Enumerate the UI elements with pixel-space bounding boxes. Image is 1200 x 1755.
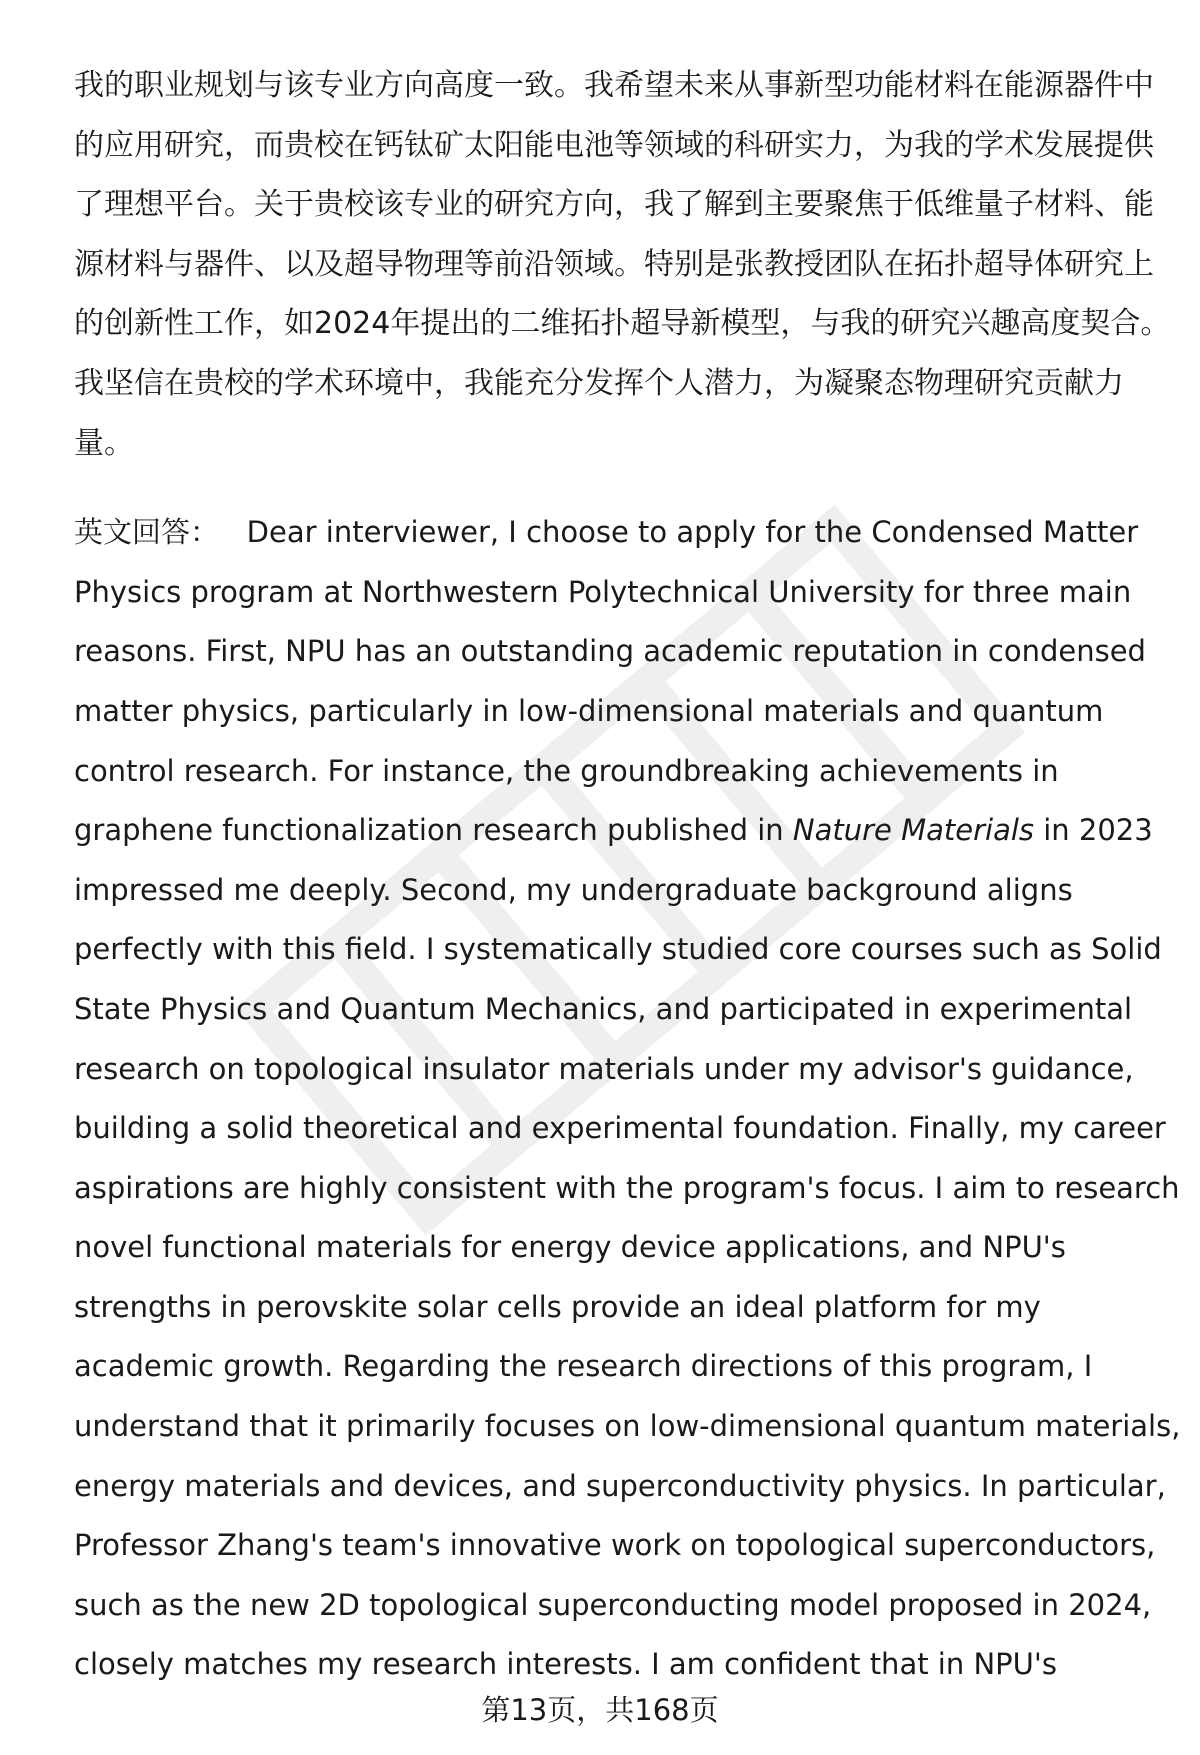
english-line: State Physics and Quantum Mechanics, and participated in experimental [74, 991, 1133, 1026]
chinese-line: 源材料与器件、以及超导物理等前沿领域。特别是张教授团队在拓扑超导体研究上 [74, 246, 1154, 282]
chinese-line: 的创新性工作，如2024年提出的二维拓扑超导新模型，与我的研究兴趣高度契合。 [74, 306, 1171, 342]
page-number: 第13页，共168页 [481, 1693, 719, 1727]
english-line: perfectly with this field. I systematically studied core courses such as Solid [74, 932, 1162, 967]
english-line: energy materials and devices, and superconductivity physics. In particular, [74, 1468, 1166, 1503]
paragraph-gap [74, 473, 1154, 503]
text-segment: graphene functionalization research published in [74, 813, 793, 848]
english-line: such as the new 2D topological superconducting model proposed in 2024, [74, 1587, 1152, 1622]
english-first-line [74, 503, 1154, 563]
english-line: Professor Zhang's team's innovative work on topological superconductors, [74, 1528, 1156, 1563]
english-line-with-italic [74, 801, 1154, 861]
document-body [74, 56, 1181, 1695]
english-line: understand that it primarily focuses on low-dimensional quantum materials, [74, 1409, 1181, 1444]
english-answer-label: 英文回答： [74, 515, 220, 550]
english-line: academic growth. Regarding the research directions of this program, I [74, 1349, 1093, 1384]
chinese-line: 的应用研究，而贵校在钙钛矿太阳能电池等领域的科研实力，为我的学术发展提供 [74, 127, 1154, 163]
english-line: research on topological insulator materials under my advisor's guidance, [74, 1051, 1134, 1086]
english-line: aspirations are highly consistent with the program's focus. I aim to research [74, 1170, 1180, 1205]
english-line: closely matches my research interests. I am confident that in NPU's [74, 1647, 1057, 1682]
english-line: impressed me deeply. Second, my undergraduate background aligns [74, 872, 1073, 907]
journal-name: Nature Materials [792, 813, 1035, 848]
english-line: strengths in perovskite solar cells provide an ideal platform for my [74, 1289, 1041, 1324]
chinese-paragraph [74, 56, 1171, 473]
english-line: Dear interviewer, I choose to apply for the Condensed Matter [246, 515, 1139, 550]
english-line: matter physics, particularly in low-dimensional materials and quantum [74, 693, 1104, 728]
english-line: Physics program at Northwestern Polytechnical University for three main [74, 574, 1132, 609]
english-line: control research. For instance, the groundbreaking achievements in [74, 753, 1059, 788]
english-line: novel functional materials for energy device applications, and NPU's [74, 1230, 1066, 1265]
text-segment: in 2023 [1034, 813, 1153, 848]
english-line: reasons. First, NPU has an outstanding academic reputation in condensed [74, 634, 1146, 669]
chinese-line: 量。 [74, 425, 134, 461]
chinese-line: 了理想平台。关于贵校该专业的研究方向，我了解到主要聚焦于低维量子材料、能 [74, 187, 1154, 223]
english-line: building a solid theoretical and experimental foundation. Finally, my career [74, 1111, 1166, 1146]
chinese-line: 我坚信在贵校的学术环境中，我能充分发挥个人潜力，为凝聚态物理研究贡献力 [74, 365, 1124, 401]
english-answer [74, 503, 1181, 1695]
chinese-line: 我的职业规划与该专业方向高度一致。我希望未来从事新型功能材料在能源器件中 [74, 68, 1154, 103]
